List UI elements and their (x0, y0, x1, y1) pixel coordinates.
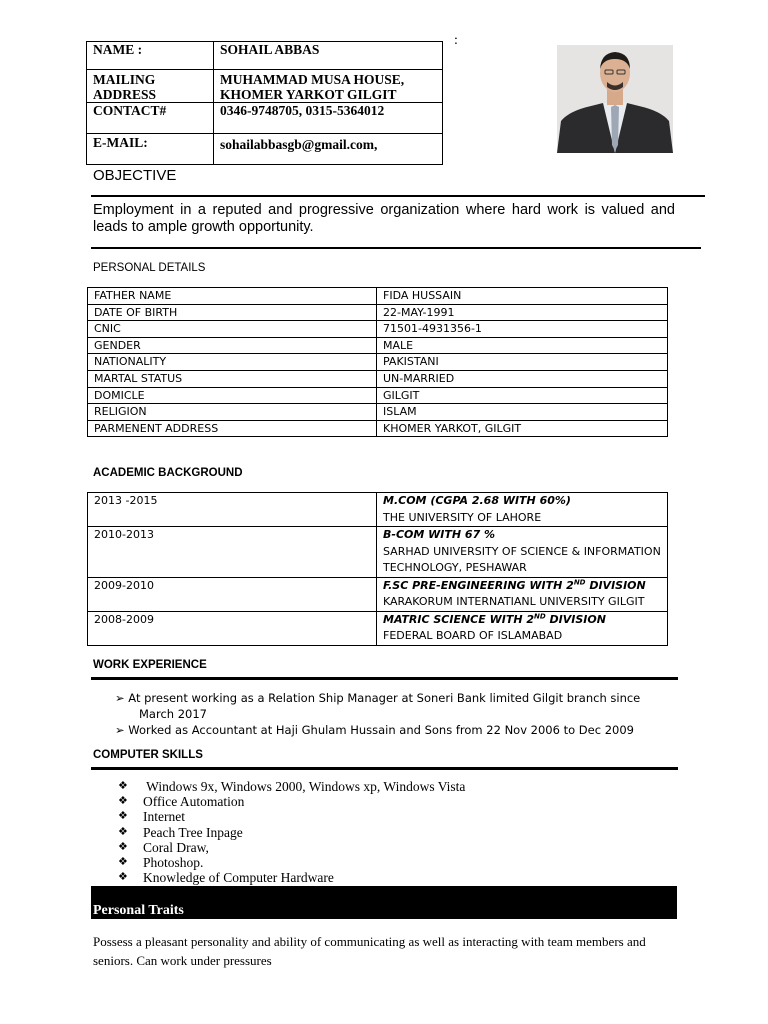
academic-table (87, 492, 668, 646)
objective-text: Employment in a reputed and progressive organization where hard work is valued and leads to ample growth opportunity. (93, 202, 675, 235)
arrow-bullet-icon: ➢ (115, 723, 125, 737)
personal-details-table (87, 287, 668, 437)
work-list (115, 690, 640, 738)
academic-heading: ACADEMIC BACKGROUND (93, 467, 243, 479)
table-row (88, 404, 668, 421)
profile-photo (557, 45, 673, 153)
list-item: ❖ Knowledge of Computer Hardware (118, 870, 334, 886)
degree-title: MATRIC SCIENCE WITH 2ND DIVISION (383, 611, 606, 626)
diamond-bullet-icon: ❖ (118, 780, 128, 792)
academic-years: 2009-2010 (88, 577, 377, 611)
skills-rule (91, 767, 678, 770)
contact-table (86, 41, 443, 165)
name-value: SOHAIL ABBAS (214, 42, 443, 70)
detail-value: MALE (377, 337, 668, 354)
detail-label: NATIONALITY (88, 354, 377, 371)
email-label: E-MAIL: (87, 134, 214, 165)
contact-label: CONTACT# (87, 103, 214, 134)
table-row (88, 370, 668, 387)
detail-label: DOMICLE (88, 387, 377, 404)
list-item: ➢ At present working as a Relation Ship Manager at Soneri Bank limited Gilgit branch since (115, 691, 641, 705)
detail-label: CNIC (88, 321, 377, 338)
list-item: ❖ Windows 9x, Windows 2000, Windows xp, Windows Vista (118, 779, 466, 794)
list-item: ❖ Photoshop. (118, 855, 204, 871)
detail-label: GENDER (88, 337, 377, 354)
degree-title: M.COM (CGPA 2.68 WITH 60%) (383, 494, 571, 507)
mailing-address-value: MUHAMMAD MUSA HOUSE, KHOMER YARKOT GILGIT (214, 70, 443, 103)
table-row (88, 527, 668, 578)
detail-value: GILGIT (377, 387, 668, 404)
personal-traits-text: Possess a pleasant personality and ability of communicating as well as interacting with team members and seniors. Can work under pressures (93, 934, 646, 968)
objective-top-rule (91, 195, 705, 197)
detail-label: PARMENENT ADDRESS (88, 420, 377, 437)
table-row (88, 321, 668, 338)
table-row (88, 387, 668, 404)
objective-heading: OBJECTIVE (93, 167, 177, 184)
detail-value: ISLAM (377, 404, 668, 421)
academic-entry (377, 611, 668, 645)
table-row (88, 304, 668, 321)
detail-value: KHOMER YARKOT, GILGIT (377, 420, 668, 437)
diamond-bullet-icon: ❖ (118, 840, 128, 853)
academic-entry (377, 527, 668, 578)
skills-list (118, 779, 465, 885)
mailing-address-label: MAILING ADDRESS (87, 70, 214, 103)
detail-value: PAKISTANI (377, 354, 668, 371)
list-item-continuation: March 2017 (139, 707, 207, 721)
detail-value: 71501-4931356-1 (377, 321, 668, 338)
work-rule (91, 677, 678, 680)
detail-label: RELIGION (88, 404, 377, 421)
diamond-bullet-icon: ❖ (118, 825, 128, 838)
institution: FEDERAL BOARD OF ISLAMABAD (383, 629, 563, 642)
list-item: ❖ Coral Draw, (118, 839, 209, 855)
detail-label: FATHER NAME (88, 288, 377, 305)
institution: SARHAD UNIVERSITY OF SCIENCE & INFORMATION TECHNOLOGY, PESHAWAR (383, 544, 661, 574)
name-label: NAME : (87, 42, 214, 70)
academic-entry (377, 493, 668, 527)
stray-colon: : (454, 33, 458, 48)
arrow-bullet-icon: ➢ (115, 691, 125, 705)
academic-entry (377, 577, 668, 611)
diamond-bullet-icon: ❖ (118, 871, 128, 884)
diamond-bullet-icon: ❖ (118, 810, 128, 823)
table-row (88, 420, 668, 437)
degree-title: F.SC PRE-ENGINEERING WITH 2ND DIVISION (383, 577, 646, 592)
detail-value: UN-MARRIED (377, 370, 668, 387)
list-item: ❖ Office Automation (118, 794, 245, 810)
contact-value: 0346-9748705, 0315-5364012 (214, 103, 443, 134)
academic-years: 2010-2013 (88, 527, 377, 578)
personal-details-heading: PERSONAL DETAILS (93, 262, 206, 274)
diamond-bullet-icon: ❖ (118, 795, 128, 808)
academic-years: 2013 -2015 (88, 493, 377, 527)
table-row (88, 337, 668, 354)
list-item: ❖ Peach Tree Inpage (118, 824, 243, 840)
institution: KARAKORUM INTERNATIANL UNIVERSITY GILGIT (383, 595, 645, 608)
email-value: sohailabbasgb@gmail.com, (214, 134, 443, 165)
detail-label: DATE OF BIRTH (88, 304, 377, 321)
degree-title: B-COM WITH 67 % (383, 528, 496, 541)
personal-traits-heading: Personal Traits (93, 903, 184, 918)
table-row (88, 577, 668, 611)
table-row (88, 354, 668, 371)
academic-years: 2008-2009 (88, 611, 377, 645)
diamond-bullet-icon: ❖ (118, 856, 128, 869)
table-row (88, 493, 668, 527)
detail-value: FIDA HUSSAIN (377, 288, 668, 305)
work-experience-heading: WORK EXPERIENCE (93, 659, 207, 671)
detail-label: MARTAL STATUS (88, 370, 377, 387)
objective-bottom-rule (91, 247, 701, 249)
table-row (88, 288, 668, 305)
computer-skills-heading: COMPUTER SKILLS (93, 749, 203, 761)
detail-value: 22-MAY-1991 (377, 304, 668, 321)
list-item: ❖ Internet (118, 809, 185, 825)
list-item: ➢ Worked as Accountant at Haji Ghulam Hussain and Sons from 22 Nov 2006 to Dec 2009 (115, 723, 634, 737)
table-row (88, 611, 668, 645)
institution: THE UNIVERSITY OF LAHORE (383, 510, 542, 524)
